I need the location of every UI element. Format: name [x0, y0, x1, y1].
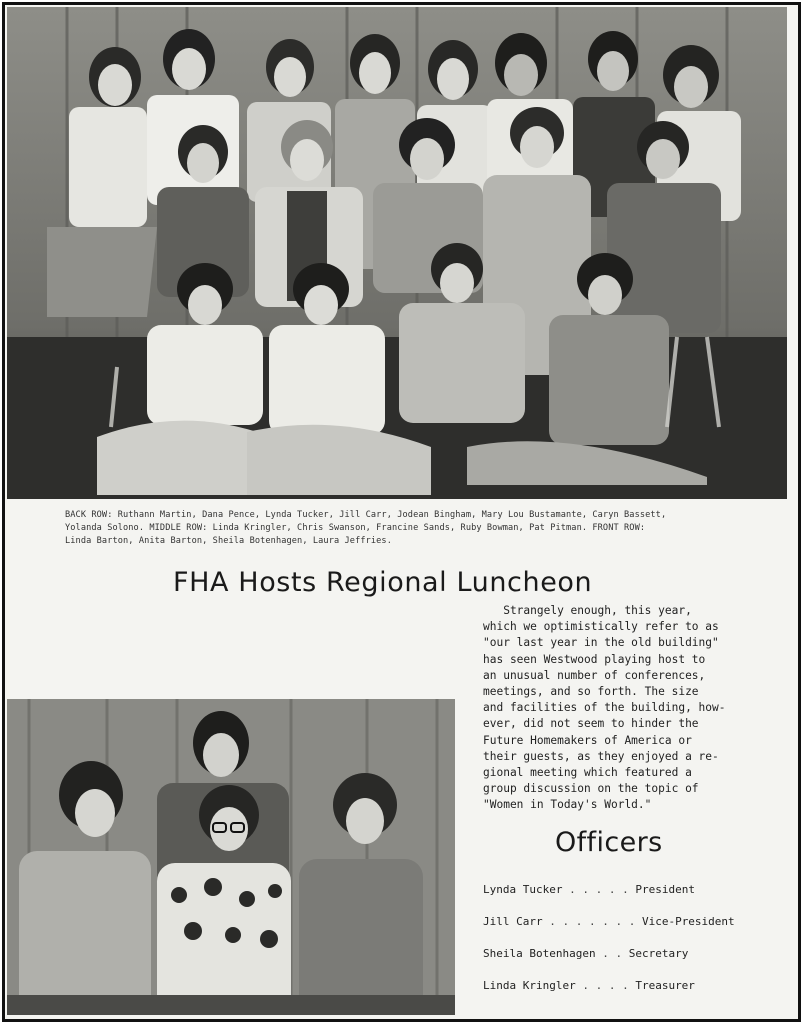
officers-photo [7, 699, 455, 1015]
yearbook-page [2, 2, 801, 1022]
article-line: meetings, and so forth. The size [483, 685, 699, 699]
officer-role: Treasurer [635, 979, 695, 992]
officer-name: Sheila Botenhagen [483, 947, 596, 960]
article-line: gional meeting which featured a [483, 766, 692, 780]
caption-line: Linda Barton, Anita Barton, Sheila Botenhagen, Laura Jeffries. [65, 536, 392, 546]
leader-dots: . . . . . [569, 883, 629, 896]
officer-row [483, 915, 783, 947]
leader-dots: . . . . . . . [549, 915, 636, 928]
article-line: "our last year in the old building" [483, 636, 719, 650]
article-line: "Women in Today's World." [483, 798, 652, 812]
article-line: which we optimistically refer to as [483, 620, 719, 634]
group-photo [7, 7, 787, 499]
article-line: an unusual number of conferences, [483, 668, 706, 682]
article-body [483, 603, 783, 814]
article-line: Strangely enough, this year, [483, 604, 692, 617]
article-line: Future Homemakers of America or [483, 733, 692, 747]
officer-name: Jill Carr [483, 915, 543, 928]
leader-dots: . . . . [582, 979, 629, 992]
officers-list [483, 883, 783, 1011]
caption-line: BACK ROW: Ruthann Martin, Dana Pence, Lynda Tucker, Jill Carr, Jodean Bingham, Mary Lou Bustamante, Caryn Bassett, [65, 510, 667, 520]
photo-caption [65, 509, 775, 548]
officer-role: President [635, 883, 695, 896]
caption-line: Yolanda Solono. MIDDLE ROW: Linda Kringler, Chris Swanson, Francine Sands, Ruby Bowman, Pat Pitman. FRONT ROW: [65, 523, 646, 533]
article-line: has seen Westwood playing host to [483, 652, 706, 666]
leader-dots: . . [602, 947, 623, 960]
officer-role: Secretary [628, 947, 689, 960]
article-line: ever, did not seem to hinder the [483, 717, 699, 731]
officer-name: Linda Kringler [483, 979, 576, 992]
officer-row [483, 979, 783, 1011]
article-line: group discussion on the topic of [483, 782, 699, 796]
article-line: their guests, as they enjoyed a re- [483, 749, 719, 763]
officer-row [483, 883, 783, 915]
page-title: FHA Hosts Regional Luncheon [173, 567, 593, 598]
article-line: and facilities of the building, how- [483, 701, 726, 715]
officer-name: Lynda Tucker [483, 883, 563, 896]
officer-role: Vice-President [641, 915, 735, 928]
officers-heading: Officers [555, 827, 663, 858]
officer-row [483, 947, 783, 979]
